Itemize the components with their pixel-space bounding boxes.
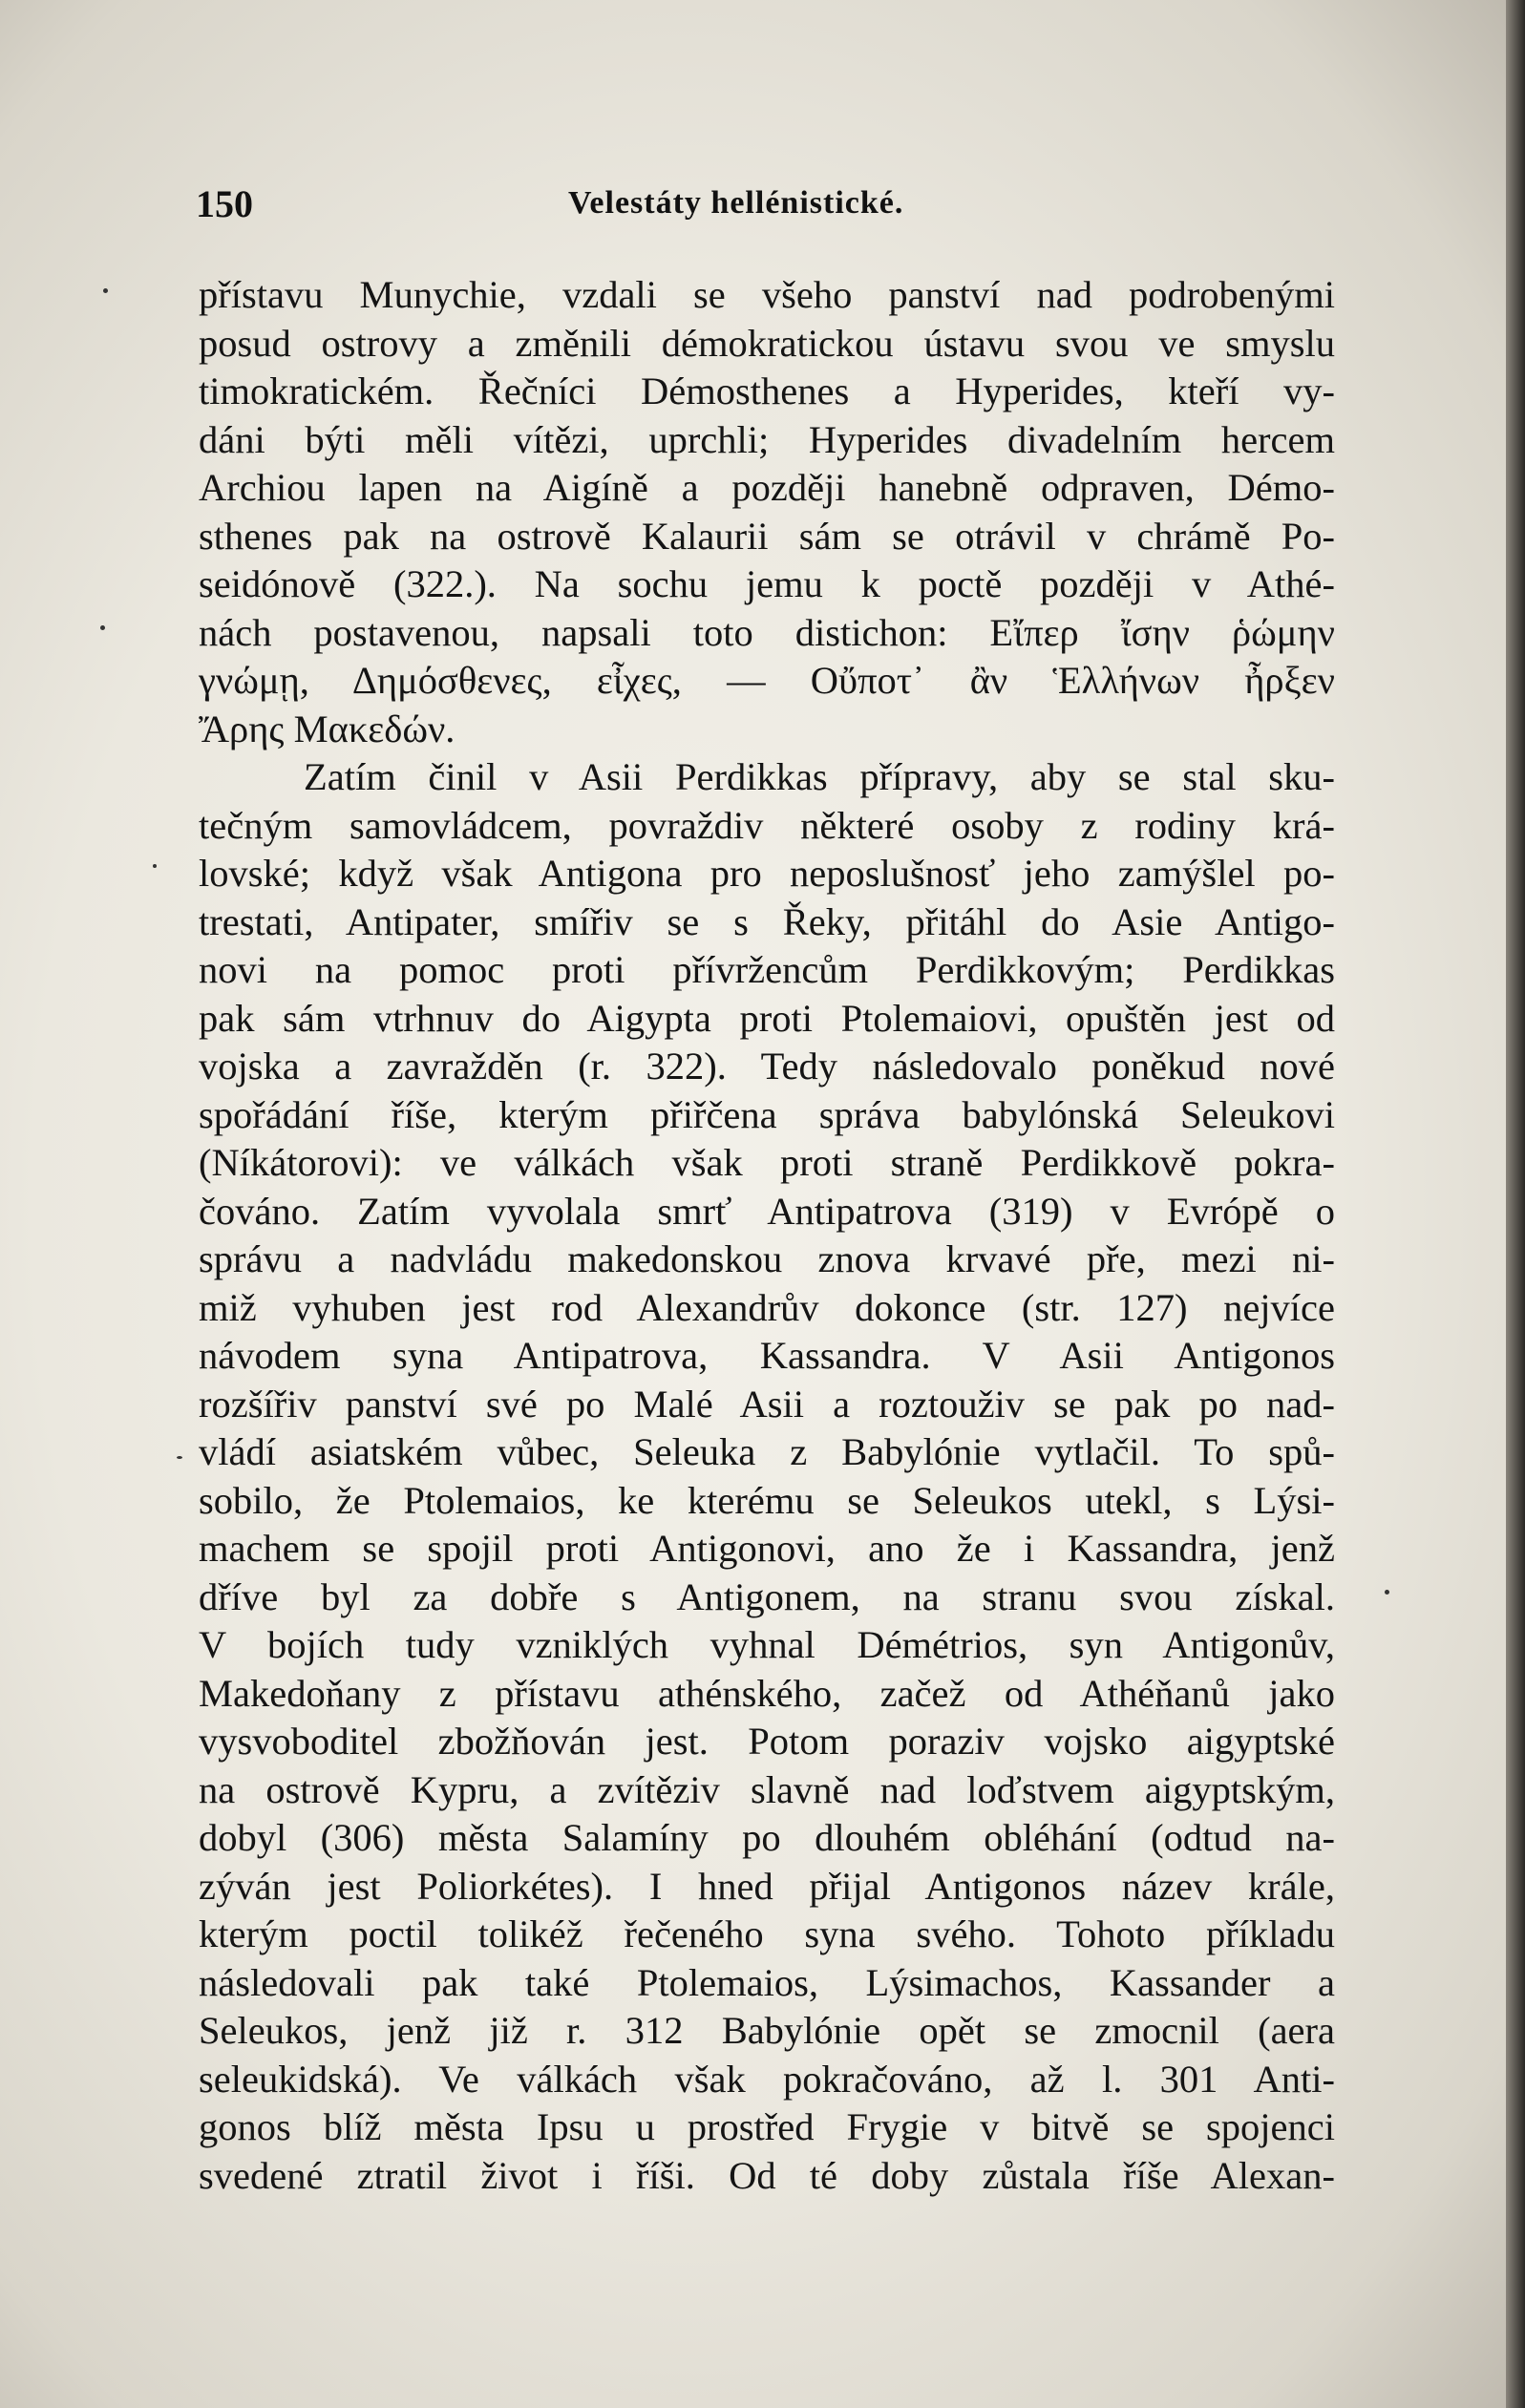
text-line: sthenes pak na ostrově Kalaurii sám se otrávil v chrámě Po- xyxy=(199,514,1335,558)
text-line: na ostrově Kypru, a zvítěziv slavně nad loďstvem aigyptským, xyxy=(199,1767,1335,1811)
page-number: 150 xyxy=(196,182,253,225)
text-line: nách postavenou, napsali toto distichon: Εἴπερ ἴσην ῥώμην xyxy=(199,610,1335,654)
text-line: Zatím činil v Asii Perdikkas přípravy, aby se stal sku- xyxy=(304,755,1335,798)
body-text xyxy=(199,271,1335,2200)
running-head: Velestáty hellénistické. xyxy=(568,185,904,221)
text-line: rozšířiv panství své po Malé Asii a roztouživ se pak po nad- xyxy=(199,1382,1335,1426)
scan-speck xyxy=(153,864,157,868)
text-line: novi na pomoc proti přívržencům Perdikkovým; Perdikkas xyxy=(199,948,1335,991)
text-line: V bojích tudy vzniklých vyhnal Démétrios, syn Antigonův, xyxy=(199,1623,1335,1666)
text-line: timokratickém. Řečníci Démosthenes a Hyperides, kteří vy- xyxy=(199,370,1335,412)
scan-speck xyxy=(103,288,108,293)
scan-speck xyxy=(1385,1590,1389,1595)
text-line: Ἄρης Μακεδών. xyxy=(199,707,455,750)
text-line: následovali pak také Ptolemaios, Lýsimachos, Kassander a xyxy=(199,1960,1335,2004)
text-line: vojska a zavražděn (r. 322). Tedy následovalo poněkud nové xyxy=(199,1045,1335,1088)
text-line: lovské; když však Antigona pro neposlušnosť jeho zamýšlel po- xyxy=(199,852,1335,895)
scan-speck xyxy=(100,625,105,630)
page-header xyxy=(196,181,1332,239)
text-line: sobilo, že Ptolemaios, ke kterému se Seleukos utekl, s Lýsi- xyxy=(199,1478,1335,1522)
text-line: dobyl (306) města Salamíny po dlouhém obléhání (odtud na- xyxy=(199,1816,1335,1859)
text-line: vládí asiatském vůbec, Seleuka z Babylónie vytlačil. To spů- xyxy=(199,1430,1335,1473)
text-line: miž vyhuben jest rod Alexandrův dokonce (str. 127) nejvíce xyxy=(199,1285,1335,1329)
text-line: dříve byl za dobře s Antigonem, na stranu svou získal. xyxy=(199,1574,1335,1618)
text-line: tečným samovládcem, povraždiv některé osoby z rodiny krá- xyxy=(199,803,1335,847)
text-line: zýván jest Poliorkétes). I hned přijal Antigonos název krále, xyxy=(199,1864,1335,1908)
text-line: čováno. Zatím vyvolala smrť Antipatrova (319) v Evrópě o xyxy=(199,1189,1335,1233)
scan-speck xyxy=(177,1456,182,1459)
text-line: posud ostrovy a změnili démokratickou ústavu svou ve smyslu xyxy=(199,321,1335,365)
text-line: návodem syna Antipatrova, Kassandra. V Asii Antigonos xyxy=(199,1334,1335,1377)
text-line: gonos blíž města Ipsu u prostřed Frygie v bitvě se spojenci xyxy=(199,2105,1335,2148)
text-line: seleukidská). Ve válkách však pokračováno, až l. 301 Anti- xyxy=(199,2057,1335,2101)
text-line: Makedoňany z přístavu athénského, začež od Athéňanů jako xyxy=(199,1671,1335,1715)
text-line: správu a nadvládu makedonskou znova krvavé pře, mezi ni- xyxy=(199,1237,1335,1280)
text-line: pak sám vtrhnuv do Aigypta proti Ptolemaiovi, opuštěn jest od xyxy=(199,996,1335,1040)
text-line: trestati, Antipater, smířiv se s Řeky, přitáhl do Asie Antigo- xyxy=(199,899,1335,943)
text-line: γνώμῃ, Δημόσθενες, εἶχες, — Οὔποτ᾽ ἂν Ἑλλήνων ἦρξεν xyxy=(199,659,1335,702)
text-line: dáni býti měli vítězi, uprchli; Hyperides divadelním hercem xyxy=(199,417,1335,461)
text-line: (Níkátorovi): ve válkách však proti straně Perdikkově pokra- xyxy=(199,1141,1335,1184)
text-line: přístavu Munychie, vzdali se všeho panství nad podrobenými xyxy=(199,273,1335,316)
text-line: Seleukos, jenž již r. 312 Babylónie opět se zmocnil (aera xyxy=(199,2009,1335,2052)
text-line: svedené ztratil život i říši. Od té doby zůstala říše Alexan- xyxy=(199,2153,1335,2197)
text-line: vysvoboditel zbožňován jest. Potom poraziv vojsko aigyptské xyxy=(199,1720,1335,1763)
text-line: kterým poctil tolikéž řečeného syna svého. Tohoto příkladu xyxy=(199,1912,1335,1955)
text-line: seidónově (322.). Na sochu jemu k poctě později v Athé- xyxy=(199,562,1335,605)
text-line: Archiou lapen na Aigíně a později hanebně odpraven, Démo- xyxy=(199,466,1335,509)
text-line: spořádání říše, kterým přiřčena správa babylónská Seleukovi xyxy=(199,1092,1335,1136)
text-line: machem se spojil proti Antigonovi, ano že i Kassandra, jenž xyxy=(199,1527,1335,1570)
